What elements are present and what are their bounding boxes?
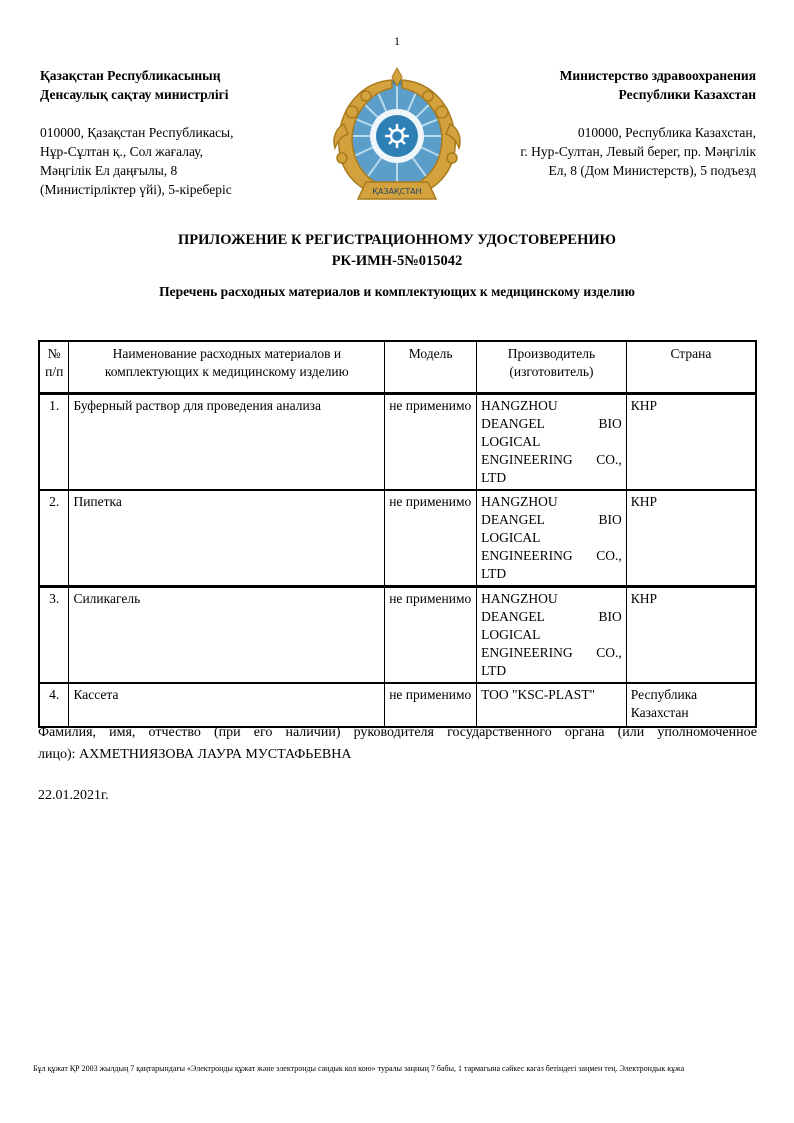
signatory-block xyxy=(38,722,757,766)
address-kk-line2: Нұр-Сұлтан қ., Сол жағалау, xyxy=(40,144,204,159)
row-manufacturer: HANGZHOU DEANGEL BIO LOGICAL ENGINEERING CO., LTD xyxy=(477,586,627,683)
spacer xyxy=(40,104,330,123)
col-header-model: Модель xyxy=(385,341,477,393)
ministry-name-ru-line1: Министерство здравоохранения xyxy=(559,68,756,83)
document-date: 22.01.2021г. xyxy=(38,788,109,803)
row-name: Силикагель xyxy=(69,586,385,683)
spacer xyxy=(426,104,756,123)
ministry-name-kk-line1: Қазақстан Республикасының xyxy=(40,68,221,83)
address-ru-line1: 010000, Республика Казахстан, xyxy=(577,125,756,140)
row-country: КНР xyxy=(626,393,756,490)
row-name: Кассета xyxy=(69,683,385,727)
page-number: 1 xyxy=(394,34,400,48)
row-manufacturer: ТОО "KSC-PLAST" xyxy=(477,683,627,727)
table-header-row xyxy=(39,341,756,393)
col-header-num: № п/п xyxy=(39,341,69,393)
ministry-block-russian xyxy=(426,66,756,180)
table-row xyxy=(39,393,756,490)
ministry-block-kazakh xyxy=(40,66,330,199)
document-subtitle: Перечень расходных материалов и комплектующих к медицинскому изделию xyxy=(159,284,635,299)
document-title-line1: ПРИЛОЖЕНИЕ К РЕГИСТРАЦИОННОМУ УДОСТОВЕРЕНИЮ xyxy=(177,232,616,248)
document-title-line2: РК-ИМН-5№015042 xyxy=(331,253,463,269)
row-model: не применимо xyxy=(385,683,477,727)
signatory-label-line1: Фамилия, имя, отчество (при его наличии) руководителя государственного органа (или уполномоченное xyxy=(38,725,757,740)
table-row xyxy=(39,586,756,683)
address-ru-line3: Ел, 8 (Дом Министерств), 5 подъезд xyxy=(548,163,756,178)
ministry-name-kk-line2: Денсаулық сақтау министрлігі xyxy=(40,87,229,102)
emblem-banner-text: ҚАЗАҚСТАН xyxy=(372,187,422,196)
emblem-banner xyxy=(358,182,436,199)
row-num: 2. xyxy=(39,490,69,587)
col-header-country: Страна xyxy=(626,341,756,393)
row-country: КНР xyxy=(626,586,756,683)
row-country: КНР xyxy=(626,490,756,587)
document-title xyxy=(0,230,794,272)
address-kk-line1: 010000, Қазақстан Республикасы, xyxy=(40,125,234,140)
address-ru-line2: г. Нур-Султан, Левый берег, пр. Мәңгілік xyxy=(520,144,756,159)
ministry-name-ru-line2: Республики Казахстан xyxy=(618,87,756,102)
row-name: Пипетка xyxy=(69,490,385,587)
row-country: Республика Казахстан xyxy=(626,683,756,727)
legal-footnote: Бұл құжат ҚР 2003 жылдың 7 қаңтарындағы «Электронды құжат және электронды сандык кол кою» туралы заңның 7 бабы, 1 тармагына сәйкес кагаз бетіндегі заңмен тең. Электрондык кұжа xyxy=(33,1064,685,1073)
table-row xyxy=(39,683,756,727)
row-manufacturer: HANGZHOU DEANGEL BIO LOGICAL ENGINEERING CO., LTD xyxy=(477,393,627,490)
emblem-shanyrak xyxy=(370,109,424,163)
address-kk-line3: Мәңгілік Ел даңғылы, 8 xyxy=(40,163,178,178)
row-num: 4. xyxy=(39,683,69,727)
row-name: Буферный раствор для проведения анализа xyxy=(69,393,385,490)
table-row xyxy=(39,490,756,587)
col-header-name: Наименование расходных материалов и комплектующих к медицинскому изделию xyxy=(69,341,385,393)
row-model: не применимо xyxy=(385,490,477,587)
row-model: не применимо xyxy=(385,586,477,683)
signatory-label-line2: лицо): АХМЕТНИЯЗОВА ЛАУРА МУСТАФЬЕВНА xyxy=(38,747,352,762)
col-header-manufacturer: Производитель (изготовитель) xyxy=(477,341,627,393)
row-manufacturer: HANGZHOU DEANGEL BIO LOGICAL ENGINEERING CO., LTD xyxy=(477,490,627,587)
address-kk-line4: (Министірліктер үйі), 5-кіреберіс xyxy=(40,182,232,197)
row-num: 3. xyxy=(39,586,69,683)
row-num: 1. xyxy=(39,393,69,490)
row-model: не применимо xyxy=(385,393,477,490)
consumables-table xyxy=(38,340,757,728)
